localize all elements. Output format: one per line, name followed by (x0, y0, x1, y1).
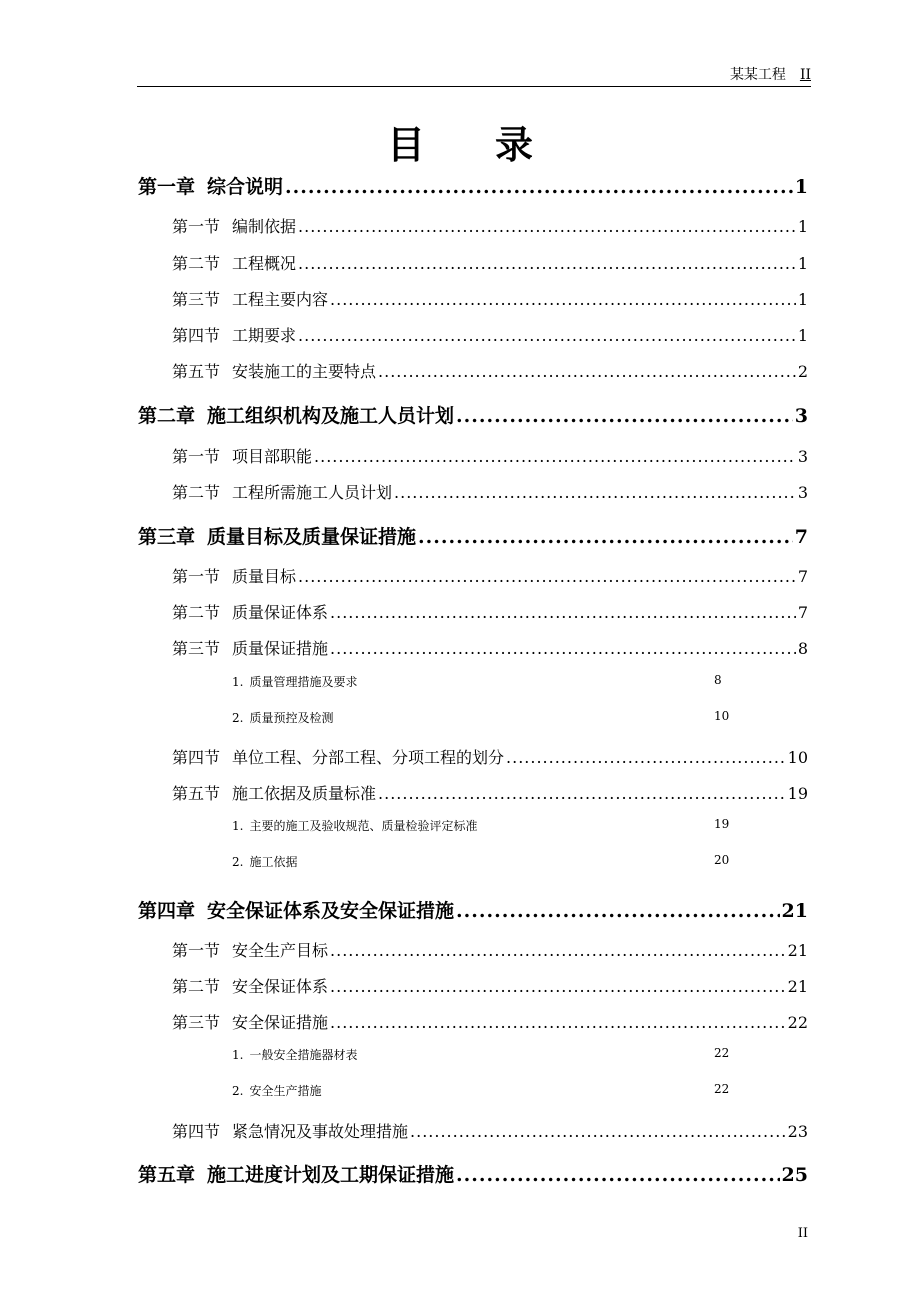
toc-entry-item[interactable] (232, 709, 752, 726)
toc-entry-label (138, 522, 416, 549)
toc-entry-page: 22 (714, 1082, 730, 1096)
toc-entry-title: 工程概况 (232, 254, 297, 273)
toc-entry-page: 2 (797, 362, 808, 381)
toc-entry-page: 1 (797, 326, 808, 345)
toc-entry-label (172, 287, 328, 310)
toc-entry-number: 第一章 (138, 176, 196, 198)
toc-entry-page: 10 (787, 748, 808, 767)
toc-entry-section[interactable] (172, 323, 808, 346)
toc-leader-dots (506, 748, 786, 767)
toc-entry-number: 第二节 (172, 254, 221, 273)
toc-entry-item[interactable] (232, 1082, 752, 1099)
toc-entry-title: 一般安全措施器材表 (249, 1048, 358, 1062)
toc-entry-label (232, 853, 297, 870)
toc-entry-number: 第四节 (172, 326, 221, 345)
toc-entry-title: 施工依据 (249, 855, 298, 869)
toc-leader-dots (410, 1122, 786, 1141)
toc-leader-dots (330, 1013, 786, 1032)
toc-entry-title: 质量保证措施 (232, 639, 329, 658)
toc-entry-page: 25 (781, 1164, 808, 1186)
toc-entry-section[interactable] (172, 938, 808, 961)
footer-page-number: II (797, 1226, 808, 1241)
toc-entry-chapter[interactable] (138, 1160, 808, 1187)
toc-entry-title: 安装施工的主要特点 (232, 362, 377, 381)
toc-entry-number: 第一节 (172, 941, 221, 960)
toc-entry-label (172, 974, 328, 997)
toc-entry-section[interactable] (172, 1010, 808, 1033)
toc-leader-dots (330, 290, 796, 309)
toc-entry-title: 工程主要内容 (232, 290, 329, 309)
toc-entry-number: 第五节 (172, 362, 221, 381)
toc-leader-dots (394, 483, 796, 502)
toc-entry-section[interactable] (172, 781, 808, 804)
header-page-number: II (799, 67, 811, 83)
toc-entry-page: 7 (797, 603, 808, 622)
toc-entry-number: 第四章 (138, 900, 196, 922)
toc-entry-chapter[interactable] (138, 401, 808, 428)
toc-entry-title: 工期要求 (232, 326, 297, 345)
toc-entry-item[interactable] (232, 1046, 752, 1063)
toc-leader-dots (285, 176, 793, 198)
toc-leader-dots (418, 526, 793, 548)
toc-entry-title: 安全生产目标 (232, 941, 329, 960)
toc-entry-label (172, 781, 376, 804)
toc-entry-number: 2. (232, 711, 244, 725)
toc-entry-page: 3 (797, 483, 808, 502)
toc-entry-page: 3 (797, 447, 808, 466)
toc-entry-chapter[interactable] (138, 522, 808, 549)
toc-entry-number: 第一节 (172, 567, 221, 586)
toc-entry-page: 19 (787, 784, 808, 803)
toc-entry-number: 2. (232, 855, 244, 869)
toc-entry-label (138, 896, 454, 923)
toc-entry-number: 第三节 (172, 639, 221, 658)
toc-entry-page: 10 (714, 709, 730, 723)
toc-entry-page: 22 (714, 1046, 730, 1060)
toc-entry-number: 第二节 (172, 483, 221, 502)
toc-leader-dots (298, 254, 796, 273)
toc-entry-section[interactable] (172, 359, 808, 382)
toc-leader-dots (298, 567, 796, 586)
toc-entry-label (172, 938, 328, 961)
toc-entry-number: 第五节 (172, 784, 221, 803)
toc-entry-section[interactable] (172, 636, 808, 659)
toc-entry-title: 质量保证体系 (232, 603, 329, 622)
toc-entry-label (232, 1046, 357, 1063)
toc-entry-label (172, 564, 296, 587)
toc-entry-number: 第一节 (172, 447, 221, 466)
toc-entry-label (138, 1160, 454, 1187)
toc-entry-page: 23 (787, 1122, 808, 1141)
toc-entry-number: 1. (232, 819, 244, 833)
toc-entry-title: 紧急情况及事故处理措施 (232, 1122, 409, 1141)
toc-entry-title: 质量预控及检测 (249, 711, 334, 725)
toc-leader-dots (456, 405, 793, 427)
toc-entry-chapter[interactable] (138, 172, 808, 199)
toc-entry-title: 施工组织机构及施工人员计划 (207, 405, 455, 427)
toc-entry-title: 安全生产措施 (249, 1084, 322, 1098)
toc-entry-label (232, 673, 357, 690)
toc-entry-label (172, 480, 392, 503)
toc-entry-page: 19 (714, 817, 730, 831)
toc-entry-number: 第三节 (172, 1013, 221, 1032)
toc-entry-title: 施工进度计划及工期保证措施 (207, 1164, 455, 1186)
toc-leader-dots (330, 639, 796, 658)
toc-entry-label (172, 214, 296, 237)
toc-entry-title: 安全保证体系 (232, 977, 329, 996)
toc-entry-section[interactable] (172, 287, 808, 310)
toc-entry-page: 1 (797, 217, 808, 236)
toc-leader-dots (298, 326, 796, 345)
toc-entry-title: 质量目标 (232, 567, 297, 586)
toc-entry-page: 20 (714, 853, 730, 867)
toc-entry-number: 第二节 (172, 977, 221, 996)
toc-entry-section[interactable] (172, 1119, 808, 1142)
toc-entry-section[interactable] (172, 214, 808, 237)
toc-entry-title: 主要的施工及验收规范、质量检验评定标准 (249, 819, 478, 833)
toc-entry-title: 工程所需施工人员计划 (232, 483, 393, 502)
toc-title: 目录 (386, 123, 603, 167)
toc-entry-page: 1 (797, 290, 808, 309)
toc-entry-page: 7 (794, 526, 808, 548)
toc-entry-title: 单位工程、分部工程、分项工程的划分 (232, 748, 505, 767)
toc-entry-label (172, 1119, 408, 1142)
toc-entry-section[interactable] (172, 251, 808, 274)
toc-entry-number: 1. (232, 1048, 244, 1062)
toc-entry-page: 8 (797, 639, 808, 658)
toc-leader-dots (330, 941, 786, 960)
toc-entry-label (232, 1082, 321, 1099)
toc-entry-label (172, 745, 504, 768)
toc-leader-dots (378, 784, 786, 803)
toc-entry-label (172, 636, 328, 659)
toc-leader-dots (330, 977, 786, 996)
toc-entry-number: 第四节 (172, 1122, 221, 1141)
toc-entry-title: 质量目标及质量保证措施 (207, 526, 417, 548)
toc-entry-label (172, 323, 296, 346)
toc-entry-section[interactable] (172, 480, 808, 503)
toc-leader-dots (298, 217, 796, 236)
toc-leader-dots (314, 447, 796, 466)
toc-entry-page: 21 (781, 900, 808, 922)
toc-entry-number: 1. (232, 675, 244, 689)
toc-leader-dots (378, 362, 796, 381)
toc-entry-title: 编制依据 (232, 217, 297, 236)
toc-entry-section[interactable] (172, 745, 808, 768)
toc-entry-label (172, 359, 376, 382)
toc-entry-chapter[interactable] (138, 896, 808, 923)
toc-entry-title: 项目部职能 (232, 447, 313, 466)
toc-entry-section[interactable] (172, 974, 808, 997)
toc-entry-item[interactable] (232, 853, 752, 870)
toc-entry-page: 8 (714, 673, 722, 687)
toc-entry-title: 安全保证措施 (232, 1013, 329, 1032)
toc-entry-page: 7 (797, 567, 808, 586)
toc-entry-number: 2. (232, 1084, 244, 1098)
toc-entry-label (232, 817, 477, 834)
toc-entry-label (172, 1010, 328, 1033)
toc-entry-title: 安全保证体系及安全保证措施 (207, 900, 455, 922)
toc-entry-number: 第二节 (172, 603, 221, 622)
toc-entry-label (172, 600, 328, 623)
toc-entry-section[interactable] (172, 564, 808, 587)
toc-entry-label (172, 251, 296, 274)
toc-entry-page: 21 (787, 941, 808, 960)
toc-leader-dots (456, 900, 780, 922)
toc-leader-dots (330, 603, 796, 622)
toc-entry-item[interactable] (232, 817, 752, 834)
toc-entry-number: 第三章 (138, 526, 196, 548)
header-project: 某某工程 (729, 67, 786, 83)
toc-entry-section[interactable] (172, 600, 808, 623)
toc-entry-label (138, 172, 283, 199)
toc-entry-page: 3 (794, 405, 808, 427)
toc-entry-page: 1 (797, 254, 808, 273)
toc-entry-label (138, 401, 454, 428)
toc-entry-label (172, 444, 312, 467)
toc-entry-section[interactable] (172, 444, 808, 467)
toc-entry-page: 21 (787, 977, 808, 996)
toc-leader-dots (456, 1164, 780, 1186)
toc-entry-title: 质量管理措施及要求 (249, 675, 358, 689)
toc-entry-label (232, 709, 333, 726)
toc-entry-number: 第三节 (172, 290, 221, 309)
toc-entry-number: 第二章 (138, 405, 196, 427)
toc-entry-title: 施工依据及质量标准 (232, 784, 377, 803)
toc-entry-page: 22 (787, 1013, 808, 1032)
toc-entry-number: 第五章 (138, 1164, 196, 1186)
toc-entry-item[interactable] (232, 673, 752, 690)
toc-entry-page: 1 (794, 176, 808, 198)
toc-entry-number: 第一节 (172, 217, 221, 236)
toc-entry-title: 综合说明 (207, 176, 284, 198)
toc-entry-number: 第四节 (172, 748, 221, 767)
